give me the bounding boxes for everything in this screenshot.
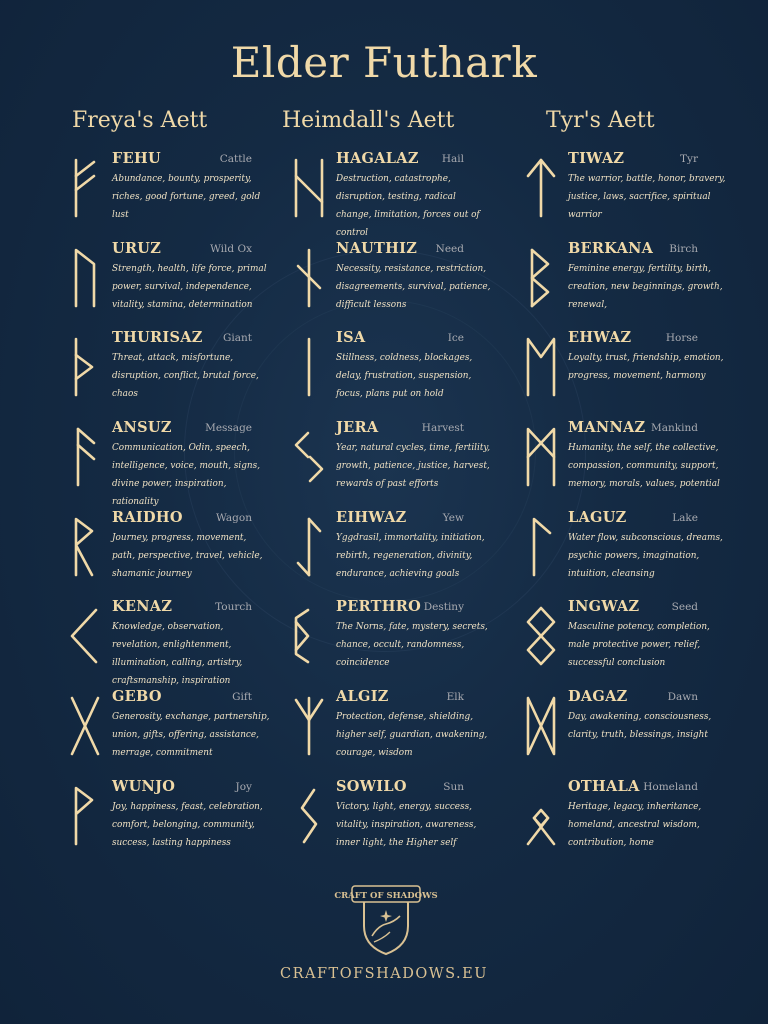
rune-description: Destruction, catastrophe, disruption, testing, radical change, limitation, forces out of control	[336, 174, 480, 238]
rune-name: TIWAZ	[568, 150, 625, 167]
rune-othala	[522, 778, 754, 868]
rune-glyph	[66, 154, 104, 222]
rune-name: LAGUZ	[568, 508, 627, 526]
rune-sowilo	[290, 778, 522, 868]
gebo-rune-icon	[66, 692, 104, 760]
rune-name: BERKANA	[568, 239, 654, 257]
rune-glyph	[66, 513, 104, 581]
rune-description: Protection, defense, shielding, higher self, guardian, awakening, courage, wisdom	[336, 712, 488, 759]
rune-glyph	[290, 692, 328, 760]
rune-glyph	[290, 244, 328, 312]
rune-meaning: Horse	[665, 332, 698, 345]
rune-description: Joy, happiness, feast, celebration, comfort, belonging, community, success, lasting happiness	[112, 801, 263, 848]
rune-meaning: Cattle	[219, 153, 252, 165]
rune-gebo	[66, 688, 298, 778]
logo-text: CRAFT OF SHADOWS	[334, 891, 438, 901]
rune-perthro	[290, 598, 522, 688]
dagaz-rune-icon	[522, 692, 560, 760]
rune-kenaz	[66, 598, 298, 688]
column-title: Freya's Aett	[72, 108, 208, 133]
rune-meaning: Birch	[669, 242, 698, 255]
rune-name: ISA	[336, 329, 366, 347]
rune-description: Knowledge, observation, revelation, enlightenment, illumination, calling, artistry, craftsmanship, inspiration	[112, 622, 243, 687]
rune-dagaz	[522, 688, 754, 778]
rune-algiz	[290, 688, 522, 778]
rune-description: Necessity, resistance, restriction, disagreements, survival, patience, difficult lessons	[336, 263, 491, 310]
rune-name: GEBO	[112, 688, 162, 706]
rune-glyph	[522, 244, 560, 312]
rune-description: Masculine potency, completion, male protective power, relief, successful conclusion	[568, 622, 710, 669]
rune-glyph	[290, 513, 328, 581]
rune-name: SOWILO	[336, 777, 407, 795]
ingwaz-rune-icon	[522, 602, 560, 670]
rune-description: Day, awakening, consciousness, clarity, truth, blessings, insight	[568, 712, 712, 741]
rune-thurisaz	[66, 329, 298, 419]
rune-name: INGWAZ	[568, 598, 640, 616]
rune-meaning: Gift	[232, 691, 252, 704]
rune-meaning: Giant	[223, 332, 252, 345]
rune-meaning: Hail	[441, 153, 464, 165]
jera-rune-icon	[290, 423, 328, 491]
ansuz-rune-icon	[66, 423, 104, 491]
thurisaz-rune-icon	[66, 333, 104, 401]
column-freya	[66, 108, 298, 868]
rune-ingwaz	[522, 598, 754, 688]
rune-glyph	[290, 154, 328, 222]
rune-name: FEHU	[112, 150, 161, 167]
rune-meaning: Ice	[447, 332, 464, 345]
rune-description: Strength, health, life force, primal power, survival, independence, vitality, stamina, determination	[112, 263, 267, 310]
rune-name: URUZ	[112, 239, 162, 257]
rune-meaning: Tourch	[215, 601, 252, 614]
eihwaz-rune-icon	[290, 513, 328, 581]
rune-name: HAGALAZ	[336, 150, 419, 167]
rune-ehwaz	[522, 329, 754, 419]
rune-description: Communication, Odin, speech, intelligence, voice, mouth, signs, divine power, inspiration, rationality	[112, 443, 261, 508]
rune-glyph	[522, 513, 560, 581]
rune-mannaz	[522, 419, 754, 509]
rune-name: PERTHRO	[336, 598, 422, 616]
column-tyr	[522, 108, 754, 868]
rune-description: The Norns, fate, mystery, secrets, chance, occult, randomness, coincidence	[336, 622, 488, 669]
rune-glyph	[522, 782, 560, 850]
rune-name: OTHALA	[568, 777, 640, 795]
rune-meaning: Dawn	[667, 691, 698, 704]
rune-raidho	[66, 509, 298, 599]
rune-list	[290, 150, 522, 868]
ehwaz-rune-icon	[522, 333, 560, 401]
rune-description: The warrior, battle, honor, bravery, justice, laws, sacrifice, spiritual warrior	[568, 174, 726, 220]
rune-description: Abundance, bounty, prosperity, riches, good fortune, greed, gold lust	[112, 174, 261, 220]
tiwaz-rune-icon	[522, 154, 560, 222]
rune-isa	[290, 329, 522, 419]
rune-description: Humanity, the self, the collective, compassion, community, support, memory, morals, values, potential	[568, 443, 720, 490]
rune-meaning: Need	[435, 242, 464, 255]
rune-glyph	[522, 154, 560, 222]
rune-eihwaz	[290, 509, 522, 599]
rune-fehu	[66, 150, 298, 240]
rune-description: Victory, light, energy, success, vitality, inspiration, awareness, inner light, the Higher self	[336, 801, 477, 848]
rune-nauthiz	[290, 240, 522, 330]
craft-of-shadows-logo	[334, 880, 438, 960]
uruz-rune-icon	[66, 244, 104, 312]
hagalaz-rune-icon	[290, 154, 328, 222]
rune-name: ALGIZ	[336, 688, 389, 706]
website-url[interactable]: CRAFTOFSHADOWS.EU	[280, 966, 488, 982]
rune-meaning: Yew	[442, 511, 464, 524]
rune-name: NAUTHIZ	[336, 239, 418, 257]
rune-glyph	[66, 782, 104, 850]
rune-ansuz	[66, 419, 298, 509]
rune-meaning: Tyr	[680, 153, 698, 165]
rune-meaning: Message	[205, 422, 252, 435]
rune-glyph	[66, 333, 104, 401]
rune-glyph	[290, 602, 328, 670]
perthro-rune-icon	[290, 602, 328, 670]
rune-uruz	[66, 240, 298, 330]
rune-glyph	[290, 423, 328, 491]
rune-description: Year, natural cycles, time, fertility, growth, patience, justice, harvest, rewards of past efforts	[336, 443, 491, 490]
fehu-rune-icon	[66, 154, 104, 222]
berkana-rune-icon	[522, 244, 560, 312]
rune-glyph	[522, 692, 560, 760]
rune-description: Loyalty, trust, friendship, emotion, progress, movement, harmony	[568, 353, 724, 382]
rune-list	[66, 150, 298, 868]
rune-meaning: Joy	[235, 780, 252, 793]
rune-glyph	[522, 333, 560, 401]
laguz-rune-icon	[522, 513, 560, 581]
shield-hand-star-icon	[334, 880, 438, 960]
rune-glyph	[522, 423, 560, 491]
rune-name: EHWAZ	[568, 329, 632, 347]
rune-meaning: Destiny	[423, 601, 464, 614]
sowilo-rune-icon	[290, 782, 328, 850]
rune-description: Threat, attack, misfortune, disruption, conflict, brutal force, chaos	[112, 353, 259, 400]
rune-laguz	[522, 509, 754, 599]
rune-name: MANNAZ	[568, 419, 646, 437]
wunjo-rune-icon	[66, 782, 104, 850]
rune-glyph	[66, 423, 104, 491]
aett-columns	[0, 108, 768, 878]
rune-meaning: Sun	[443, 780, 464, 793]
rune-description: Heritage, legacy, inheritance, homeland, ancestral wisdom, contribution, home	[568, 801, 702, 848]
rune-description: Generosity, exchange, partnership, union, gifts, offering, assistance, merrage, commitment	[112, 712, 270, 759]
rune-description: Water flow, subconscious, dreams, psychic powers, imagination, intuition, cleansing	[568, 532, 723, 579]
rune-meaning: Harvest	[421, 422, 464, 435]
rune-glyph	[522, 602, 560, 670]
rune-description: Feminine energy, fertility, birth, creation, new beginnings, growth, renewal,	[568, 263, 723, 310]
algiz-rune-icon	[290, 692, 328, 760]
rune-name: JERA	[336, 419, 379, 437]
nauthiz-rune-icon	[290, 244, 328, 312]
rune-list	[522, 150, 754, 868]
raidho-rune-icon	[66, 513, 104, 581]
rune-meaning: Lake	[672, 511, 698, 524]
rune-description: Journey, progress, movement, path, perspective, travel, vehicle, shamanic journey	[112, 532, 263, 579]
column-title: Heimdall's Aett	[282, 108, 455, 133]
rune-name: THURISAZ	[112, 329, 203, 347]
rune-meaning: Wagon	[216, 511, 252, 524]
column-heimdall	[282, 108, 522, 868]
rune-wunjo	[66, 778, 298, 868]
rune-name: RAIDHO	[112, 508, 183, 526]
rune-name: DAGAZ	[568, 688, 628, 706]
rune-name: ANSUZ	[112, 419, 172, 437]
rune-meaning: Mankind	[651, 422, 698, 435]
rune-name: EIHWAZ	[336, 508, 407, 526]
rune-berkana	[522, 240, 754, 330]
rune-tiwaz	[522, 150, 754, 240]
rune-glyph	[290, 782, 328, 850]
othala-rune-icon	[522, 782, 560, 850]
rune-meaning: Homeland	[643, 780, 698, 793]
rune-glyph	[66, 602, 104, 670]
rune-glyph	[66, 692, 104, 760]
mannaz-rune-icon	[522, 423, 560, 491]
rune-glyph	[290, 333, 328, 401]
page-title: Elder Futhark	[230, 38, 538, 87]
rune-description: Yggdrasil, immortality, initiation, rebirth, regeneration, divinity, endurance, achieving goals	[336, 532, 485, 579]
rune-name: KENAZ	[112, 598, 173, 616]
isa-rune-icon	[290, 333, 328, 401]
rune-meaning: Elk	[446, 691, 464, 704]
rune-hagalaz	[290, 150, 522, 240]
rune-description: Stillness, coldness, blockages, delay, frustration, suspension, focus, plans put on hold	[336, 353, 473, 400]
column-title: Tyr's Aett	[546, 108, 655, 133]
rune-jera	[290, 419, 522, 509]
rune-glyph	[66, 244, 104, 312]
kenaz-rune-icon	[66, 602, 104, 670]
rune-meaning: Wild Ox	[210, 242, 252, 255]
rune-name: WUNJO	[112, 777, 176, 795]
rune-meaning: Seed	[671, 601, 698, 614]
